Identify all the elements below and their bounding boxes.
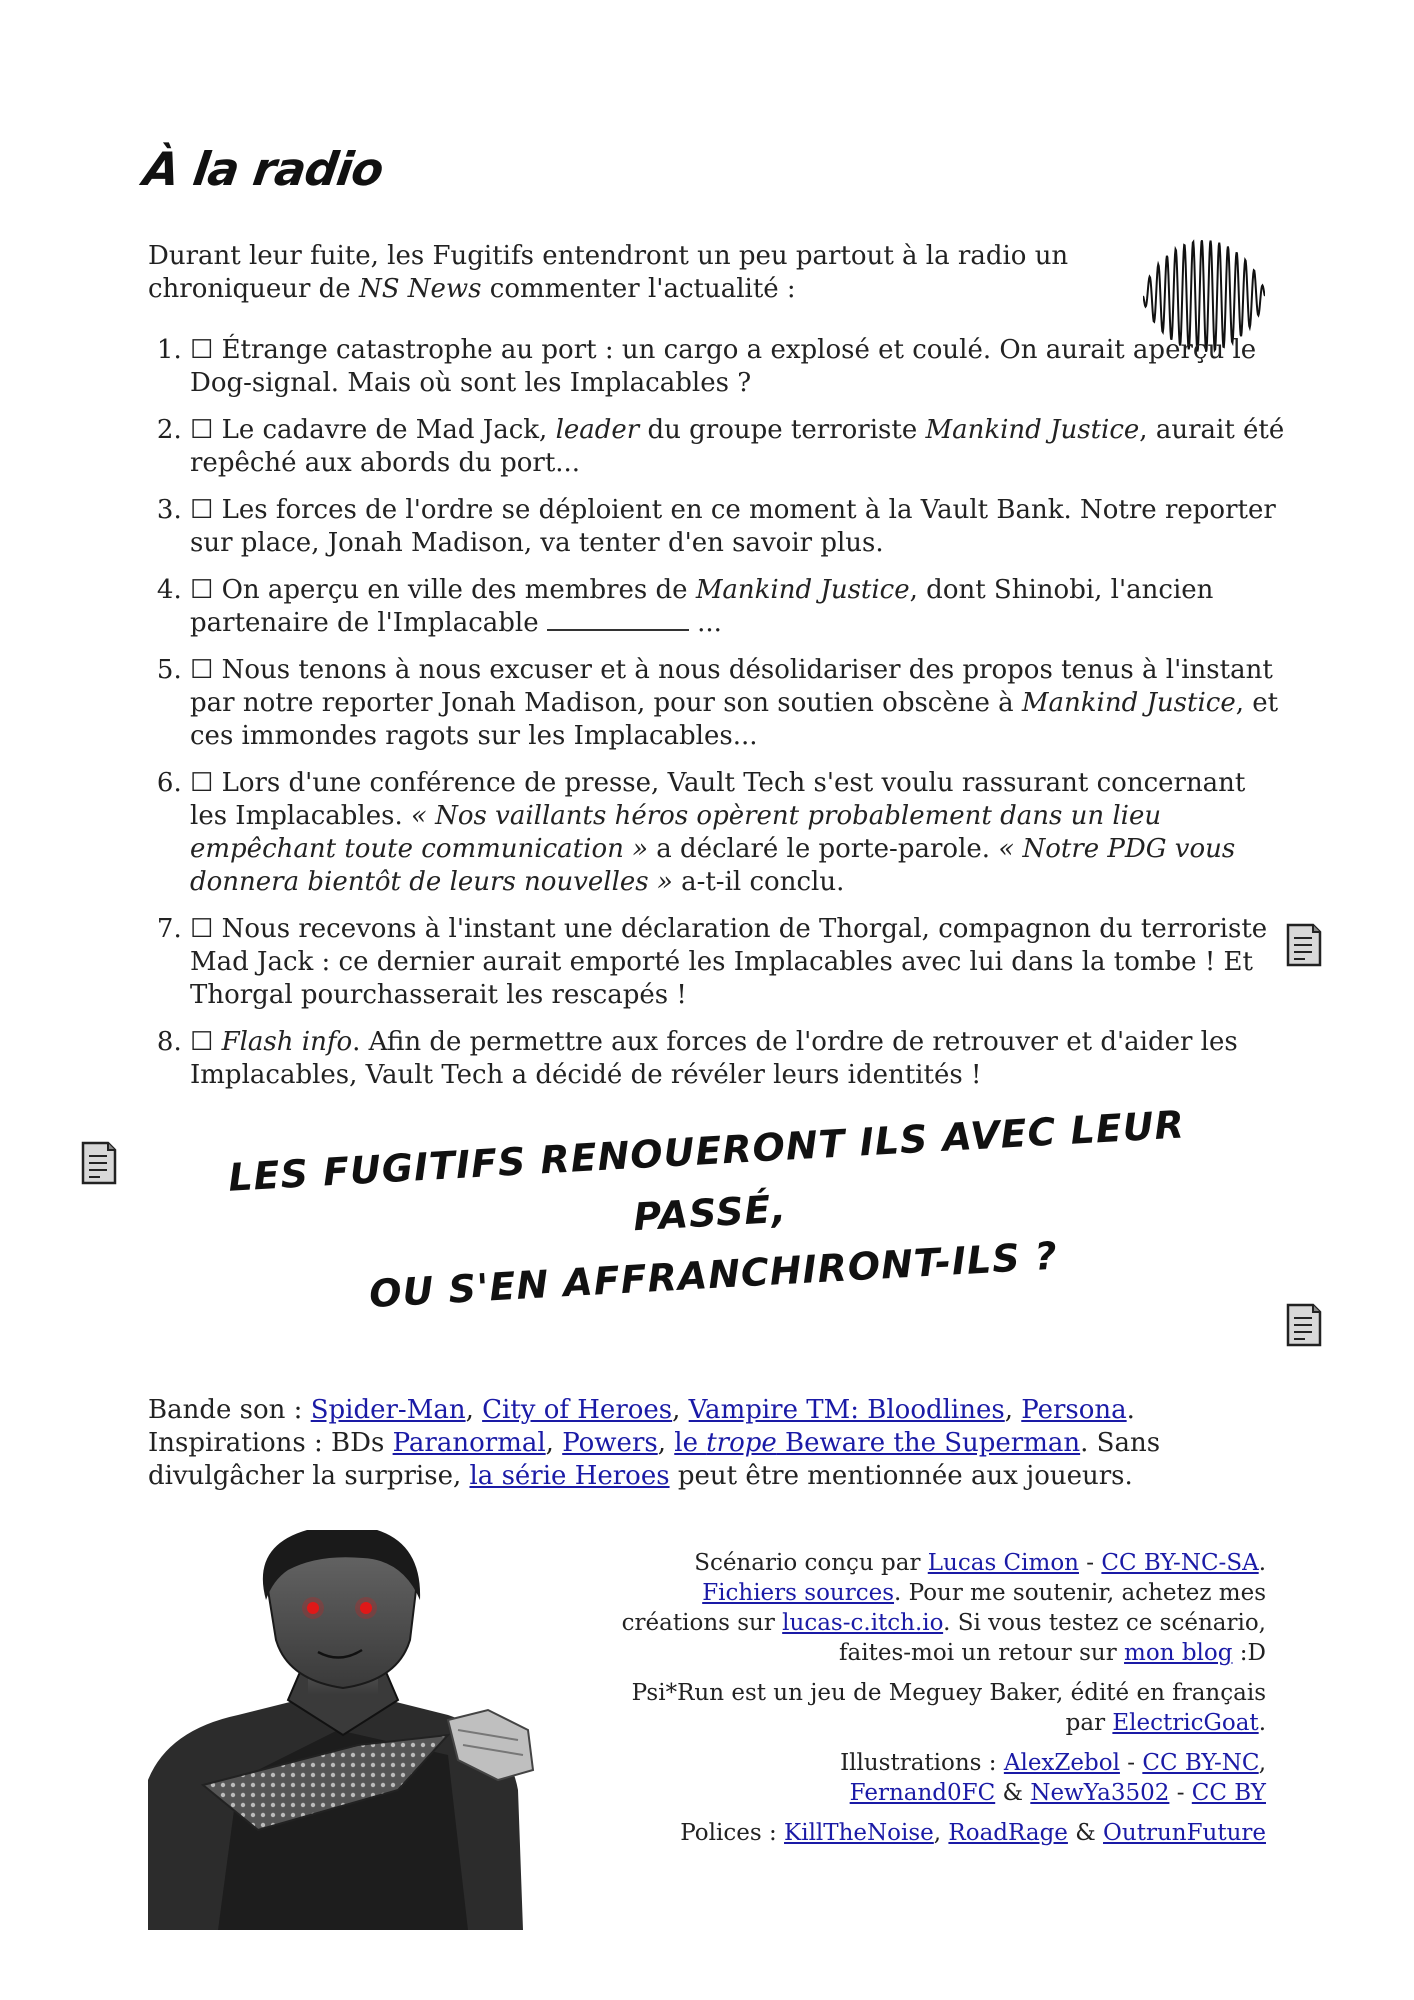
game-credits: Psi*Run est un jeu de Meguey Baker, édité en français par ElectricGoat.	[631, 1680, 1266, 1736]
list-item: 4. ☐ On aperçu en ville des membres de Mankind Justice, dont Shinobi, l'ancien partenaire de l'Implacable ...	[190, 574, 1290, 640]
checkbox[interactable]: ☐	[190, 415, 214, 445]
link-blog[interactable]: mon blog	[1124, 1640, 1233, 1666]
link-vampire[interactable]: Vampire TM: Bloodlines	[688, 1395, 1005, 1425]
hero-illustration	[148, 1530, 538, 1930]
link-source-files[interactable]: Fichiers sources	[702, 1580, 895, 1606]
list-item: 1. ☐ Étrange catastrophe au port : un cargo a explosé et coulé. On aurait aperçu le Dog-signal. Mais où sont les Implacables ?	[190, 334, 1290, 400]
list-item: 8. ☐ Flash info. Afin de permettre aux forces de l'ordre de retrouver et d'aider les Implacables, Vault Tech a décidé de révéler leurs identités !	[190, 1026, 1290, 1092]
scenario-credits: Scénario conçu par Lucas Cimon - CC BY-NC-SA. Fichiers sources. Pour me soutenir, achetez mes créations sur lucas-c.itch.io. Si vous testez ce scénario, faites-moi un retour sur mon blog :D	[621, 1550, 1266, 1666]
link-paranormal[interactable]: Paranormal	[392, 1428, 546, 1458]
link-fernand0fc[interactable]: Fernand0FC	[849, 1780, 996, 1806]
slogan-line-2: OU S'EN AFFRANCHIRONT-ILS ?	[368, 1233, 1059, 1317]
checkbox[interactable]: ☐	[190, 914, 214, 944]
list-item: 3. ☐ Les forces de l'ordre se déploient en ce moment à la Vault Bank. Notre reporter sur place, Jonah Madison, va tenter d'en savoir plus.	[190, 494, 1290, 560]
checkbox[interactable]: ☐	[190, 335, 214, 365]
blank-line	[547, 607, 689, 631]
link-newya3502[interactable]: NewYa3502	[1030, 1780, 1170, 1806]
checkbox[interactable]: ☐	[190, 495, 214, 525]
credits-block	[606, 1548, 1266, 1858]
link-spider-man[interactable]: Spider-Man	[310, 1395, 466, 1425]
link-trope[interactable]: le trope Beware the Superman	[674, 1428, 1081, 1458]
link-alexzebol[interactable]: AlexZebol	[1003, 1750, 1120, 1776]
page-title: À la radio	[140, 142, 387, 196]
link-license-by-nc-sa[interactable]: CC BY-NC-SA	[1101, 1550, 1259, 1576]
link-itch[interactable]: lucas-c.itch.io	[782, 1610, 944, 1636]
note-icon[interactable]	[1285, 1302, 1323, 1348]
link-author[interactable]: Lucas Cimon	[927, 1550, 1079, 1576]
slogan	[146, 1089, 1275, 1337]
link-roadrage[interactable]: RoadRage	[948, 1820, 1068, 1846]
checkbox[interactable]: ☐	[190, 575, 214, 605]
list-item: 6. ☐ Lors d'une conférence de presse, Vault Tech s'est voulu rassurant concernant les Implacables. « Nos vaillants héros opèrent probablement dans un lieu empêchant toute communication » a déclaré le porte-parole. « Notre PDG vous donnera bientôt de leurs nouvelles » a-t-il conclu.	[190, 767, 1290, 899]
link-publisher[interactable]: ElectricGoat	[1112, 1710, 1259, 1736]
intro-text-end: commenter l'actualité :	[481, 274, 796, 304]
intro-paragraph	[148, 240, 1128, 306]
checkbox[interactable]: ☐	[190, 1027, 214, 1057]
checkbox[interactable]: ☐	[190, 655, 214, 685]
link-license-by[interactable]: CC BY	[1191, 1780, 1266, 1806]
link-city-of-heroes[interactable]: City of Heroes	[482, 1395, 673, 1425]
soundtrack-inspirations: Bande son : Spider-Man, City of Heroes, Vampire TM: Bloodlines, Persona. Inspirations : BDs Paranormal, Powers, le trope Beware the Superman. Sans divulgâcher la surprise, la série Heroes peut être mentionnée aux joueurs.	[148, 1395, 1161, 1491]
note-icon[interactable]	[1285, 922, 1323, 968]
radio-events-list	[148, 334, 1290, 1106]
intro-show-name: NS News	[358, 274, 482, 304]
font-credits: Polices : KillTheNoise, RoadRage & OutrunFuture	[680, 1820, 1266, 1846]
intro-text: Durant leur fuite, les Fugitifs entendront un peu partout à la radio un chroniqueur de	[148, 241, 1069, 304]
link-killthenoise[interactable]: KillTheNoise	[784, 1820, 934, 1846]
slogan-line-1: LES FUGITIFS RENOUERONT ILS AVEC LEUR PASSÉ,	[227, 1102, 1186, 1240]
list-item: 5. ☐ Nous tenons à nous excuser et à nous désolidariser des propos tenus à l'instant par notre reporter Jonah Madison, pour son soutien obscène à Mankind Justice, et ces immondes ragots sur les Implacables...	[190, 654, 1290, 753]
link-license-by-nc[interactable]: CC BY-NC	[1142, 1750, 1259, 1776]
checkbox[interactable]: ☐	[190, 768, 214, 798]
list-item: 2. ☐ Le cadavre de Mad Jack, leader du groupe terroriste Mankind Justice, aurait été repêché aux abords du port...	[190, 414, 1290, 480]
link-heroes[interactable]: la série Heroes	[469, 1461, 670, 1491]
link-outrunfuture[interactable]: OutrunFuture	[1103, 1820, 1266, 1846]
list-item: 7. ☐ Nous recevons à l'instant une déclaration de Thorgal, compagnon du terroriste Mad Jack : ce dernier aurait emporté les Implacables avec lui dans la tombe ! Et Thorgal pourchasserait les rescapés !	[190, 913, 1290, 1012]
illustration-credits: Illustrations : AlexZebol - CC BY-NC, Fernand0FC & NewYa3502 - CC BY	[840, 1750, 1266, 1806]
link-powers[interactable]: Powers	[562, 1428, 658, 1458]
link-persona[interactable]: Persona	[1021, 1395, 1127, 1425]
note-icon[interactable]	[80, 1140, 118, 1186]
